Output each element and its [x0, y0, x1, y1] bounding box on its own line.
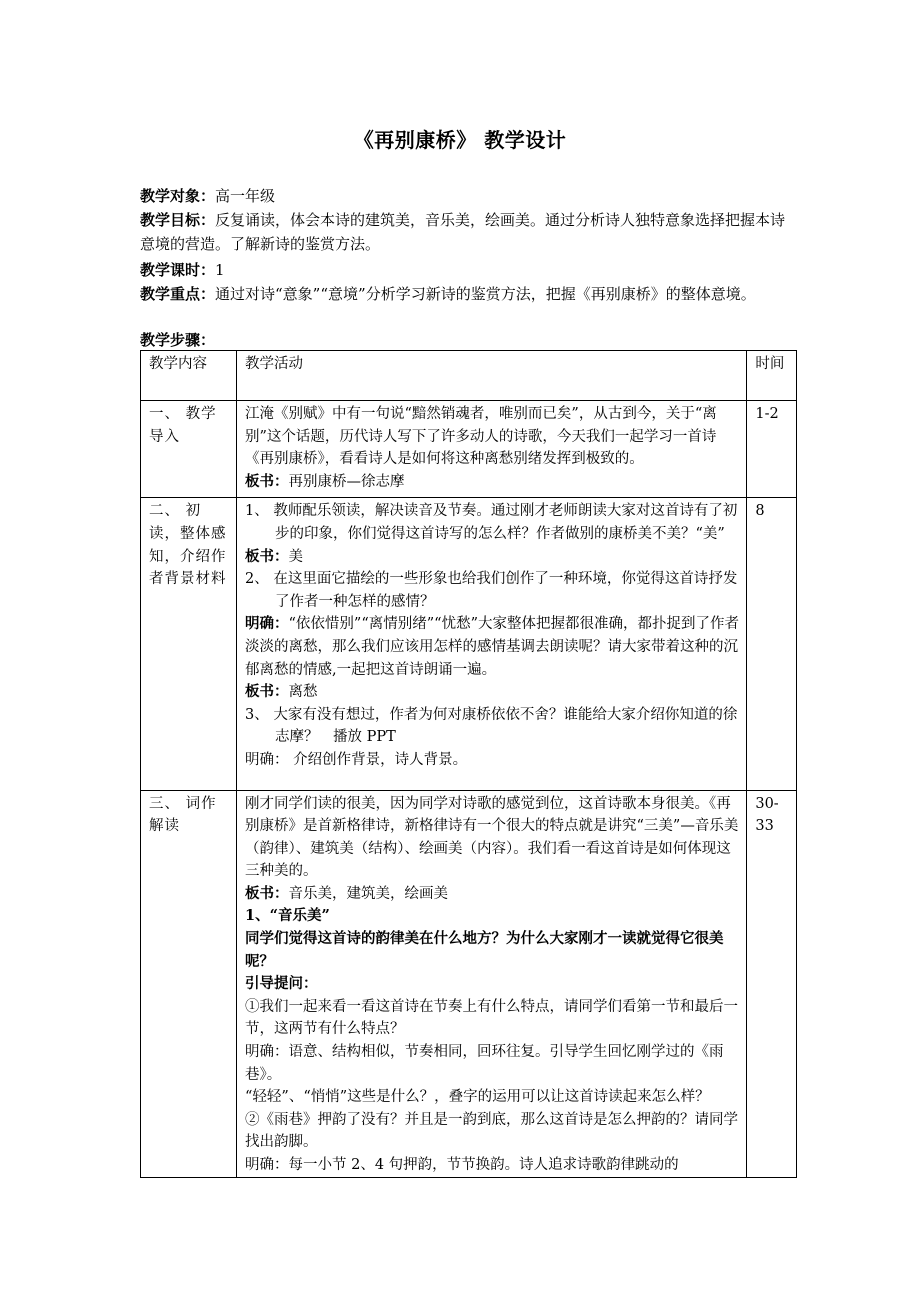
row3-activity: [237, 790, 747, 1177]
row3-guide: 引导提问：: [245, 975, 318, 993]
row2-item1: 1、 教师配乐领读，解决读音及节奏。通过刚才老师朗读大家对这首诗有了初步的印象，你们觉得这首诗写的怎么样？作者做别的康桥美不美？“美”: [245, 503, 738, 542]
focus-label: 教学重点：: [140, 285, 216, 303]
table-header-row: [141, 351, 797, 401]
row2-board1: [245, 546, 740, 569]
row2-section: 二、 初读，整体感知，介绍作者背景材料: [141, 498, 237, 790]
hours-value: 1: [215, 261, 225, 279]
row2-board1-label: 板书：: [245, 547, 289, 565]
row3-board-value: 音乐美，建筑美，绘画美: [288, 885, 449, 902]
steps-label: 教学步骤：: [140, 331, 216, 349]
row2-board2: [245, 681, 740, 704]
header-time: 时间: [747, 351, 797, 401]
row1-board-value: 再别康桥—徐志摩: [288, 473, 405, 490]
meta-target: [140, 184, 800, 208]
goal-label: 教学目标：: [140, 211, 216, 229]
row2-item3: 3、 大家有没有想过，作者为何对康桥依依不舍？谁能给大家介绍你知道的徐志摩？ 播放 PPT: [245, 706, 738, 746]
row2-board2-label: 板书：: [245, 683, 289, 701]
meta-steps: [140, 328, 800, 352]
row3-intro: 刚才同学们读的很美，因为同学对诗歌的感觉到位，这首诗歌本身很美。《再别康桥》是首新格律诗，新格律诗有一个很大的特点就是讲究“三美”—音乐美（韵律）、建筑美（结构）、绘画美（内容）。我们看一看这首诗是如何体现这三种美的。: [245, 795, 739, 880]
meta-hours: [140, 258, 800, 282]
row1-board: [245, 471, 740, 494]
page-title: 《再别康桥》 教学设计: [353, 128, 567, 152]
table-row: [141, 498, 797, 790]
row1-activity: [237, 401, 747, 498]
target-label: 教学对象：: [140, 187, 216, 205]
meta-focus: [140, 282, 800, 306]
goal-value: 反复诵读，体会本诗的建筑美，音乐美，绘画美。通过分析诗人独特意象选择把握本诗意境的营造。了解新诗的鉴赏方法。: [140, 211, 786, 253]
row3-time: 30-33: [747, 790, 797, 1177]
row3-q1b: “轻轻”、“悄悄”这些是什么？，叠字的运用可以让这首诗读起来怎么样？: [245, 1089, 710, 1106]
row2-board2-value: 离愁: [288, 684, 318, 701]
row3-board-label: 板书：: [245, 884, 289, 902]
row2-time: 8: [747, 498, 797, 790]
meta-goal: [140, 208, 800, 256]
table-row: [141, 401, 797, 498]
row3-board: [245, 883, 740, 906]
row2-clarify2: 明确： 介绍创作背景，诗人背景。: [245, 751, 468, 768]
header-activity: 教学活动: [237, 351, 747, 401]
row3-a1: 明确：语意、结构相似，节奏相同，回环往复。引导学生回忆刚学过的《雨巷》。: [245, 1044, 724, 1083]
row1-text: 江淹《别赋》中有一句说“黯然销魂者，唯别而已矣”，从古到今，关于“离别”这个话题，历代诗人写下了许多动人的诗歌，今天我们一起学习一首诗《再别康桥》，看看诗人是如何将这种离愁别绪发挥到极致的。: [245, 406, 717, 468]
row2-clarify1-label: 明确：: [245, 615, 289, 633]
focus-value: 通过对诗“意象”“意境”分析学习新诗的鉴赏方法，把握《再别康桥》的整体意境。: [215, 285, 756, 303]
row1-time: 1-2: [747, 401, 797, 498]
row3-section: 三、 词作解读: [141, 790, 237, 1177]
row2-activity: [237, 498, 747, 790]
lesson-table: [140, 350, 797, 1178]
row3-heading: 1、“音乐美”: [245, 907, 330, 925]
target-value: 高一年级: [215, 187, 276, 205]
row3-q2: ②《雨巷》押韵了没有？并且是一韵到底，那么这首诗是怎么押韵的？请同学找出韵脚。: [245, 1111, 739, 1151]
row3-question: 同学们觉得这首诗的韵律美在什么地方？为什么大家刚才一读就觉得它很美呢？: [245, 930, 724, 970]
row2-item2: 2、 在这里面它描绘的一些形象也给我们创作了一种环境，你觉得这首诗抒发了作者一种怎样的感情？: [245, 571, 738, 610]
row2-clarify1: [245, 613, 740, 681]
row1-board-label: 板书：: [245, 472, 289, 490]
row2-board1-value: 美: [288, 548, 304, 565]
hours-label: 教学课时：: [140, 261, 216, 279]
row1-section: 一、 教学导入: [141, 401, 237, 498]
row3-a2: 明确：每一小节 2、4 句押韵，节节换韵。诗人追求诗歌韵律跳动的: [245, 1157, 679, 1173]
row2-clarify1-value: “依依惜别”“离情别绪”“忧愁”大家整体把握都很准确，都扑捉到了作者淡淡的离愁，那么我们应该用怎样的感情基调去朗读呢？请大家带着这种的沉郁离愁的情感,一起把这首诗朗诵一遍。: [245, 616, 739, 678]
row3-q1: ①我们一起来看一看这首诗在节奏上有什么特点，请同学们看第一节和最后一节，这两节有什么特点？: [245, 998, 739, 1038]
header-content: 教学内容: [141, 351, 237, 401]
table-row: [141, 790, 797, 1177]
